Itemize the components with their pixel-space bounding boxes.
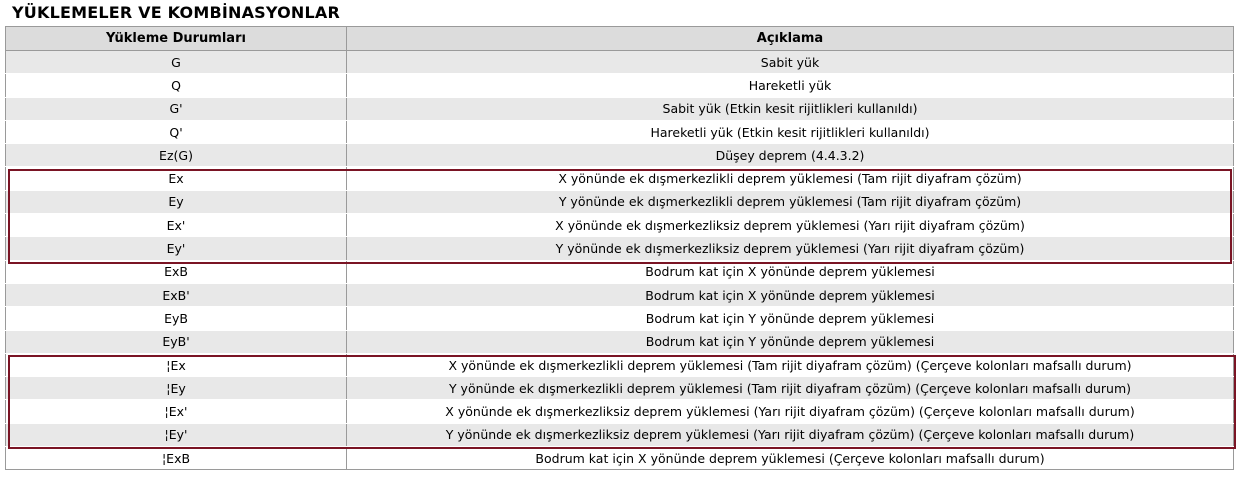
table-row — [6, 400, 1234, 423]
description-cell: Bodrum kat için X yönünde deprem yüklemesi — [347, 283, 1234, 306]
table-row — [6, 144, 1234, 167]
description-cell: X yönünde ek dışmerkezlikli deprem yüklemesi (Tam rijit diyafram çözüm) (Çerçeve kolonları mafsallı durum) — [347, 353, 1234, 376]
description-cell: X yönünde ek dışmerkezliksiz deprem yüklemesi (Yarı rijit diyafram çözüm) (Çerçeve kolonları mafsallı durum) — [347, 400, 1234, 423]
table-row — [6, 423, 1234, 446]
table-header-row — [6, 27, 1234, 51]
table-row — [6, 190, 1234, 213]
page-title: YÜKLEMELER VE KOMBİNASYONLAR — [12, 3, 341, 22]
table-row — [6, 74, 1234, 97]
description-cell: Hareketli yük (Etkin kesit rijitlikleri kullanıldı) — [347, 120, 1234, 143]
description-cell: Sabit yük — [347, 51, 1234, 74]
description-cell: Hareketli yük — [347, 74, 1234, 97]
load-case-cell: ExB — [6, 260, 347, 283]
description-cell: Y yönünde ek dışmerkezliksiz deprem yüklemesi (Yarı rijit diyafram çözüm) — [347, 237, 1234, 260]
description-cell: Sabit yük (Etkin kesit rijitlikleri kullanıldı) — [347, 97, 1234, 120]
load-case-cell: Ez(G) — [6, 144, 347, 167]
table-row — [6, 97, 1234, 120]
table-row — [6, 167, 1234, 190]
load-case-cell: Ex — [6, 167, 347, 190]
description-cell: Y yönünde ek dışmerkezlikli deprem yüklemesi (Tam rijit diyafram çözüm) — [347, 190, 1234, 213]
description-cell: Y yönünde ek dışmerkezlikli deprem yüklemesi (Tam rijit diyafram çözüm) (Çerçeve kolonları mafsallı durum) — [347, 377, 1234, 400]
table-row — [6, 353, 1234, 376]
load-case-cell: Ex' — [6, 214, 347, 237]
table-row — [6, 214, 1234, 237]
load-case-cell: Ey' — [6, 237, 347, 260]
load-case-cell: ¦Ey — [6, 377, 347, 400]
load-case-cell: Q' — [6, 120, 347, 143]
table-row — [6, 283, 1234, 306]
load-case-cell: EyB — [6, 307, 347, 330]
description-cell: Bodrum kat için Y yönünde deprem yüklemesi — [347, 330, 1234, 353]
table-row — [6, 447, 1234, 470]
table-row — [6, 330, 1234, 353]
load-case-cell: G — [6, 51, 347, 74]
description-cell: X yönünde ek dışmerkezlikli deprem yüklemesi (Tam rijit diyafram çözüm) — [347, 167, 1234, 190]
load-case-cell: ExB' — [6, 283, 347, 306]
description-cell: Düşey deprem (4.4.3.2) — [347, 144, 1234, 167]
table-body — [6, 51, 1234, 470]
table-row — [6, 377, 1234, 400]
table-row — [6, 307, 1234, 330]
load-case-cell: ¦Ex' — [6, 400, 347, 423]
load-case-cell: G' — [6, 97, 347, 120]
load-case-cell: ¦Ex — [6, 353, 347, 376]
table-row — [6, 51, 1234, 74]
load-case-cell: Q — [6, 74, 347, 97]
load-case-cell: Ey — [6, 190, 347, 213]
load-case-cell: ¦Ey' — [6, 423, 347, 446]
table-row — [6, 237, 1234, 260]
table-row — [6, 260, 1234, 283]
description-cell: X yönünde ek dışmerkezliksiz deprem yüklemesi (Yarı rijit diyafram çözüm) — [347, 214, 1234, 237]
column-header-description: Açıklama — [347, 27, 1234, 51]
description-cell: Bodrum kat için X yönünde deprem yüklemesi (Çerçeve kolonları mafsallı durum) — [347, 447, 1234, 470]
description-cell: Bodrum kat için X yönünde deprem yüklemesi — [347, 260, 1234, 283]
description-cell: Y yönünde ek dışmerkezliksiz deprem yüklemesi (Yarı rijit diyafram çözüm) (Çerçeve kolonları mafsallı durum) — [347, 423, 1234, 446]
column-header-load-case: Yükleme Durumları — [6, 27, 347, 51]
load-case-cell: EyB' — [6, 330, 347, 353]
load-cases-table — [5, 26, 1234, 470]
description-cell: Bodrum kat için Y yönünde deprem yüklemesi — [347, 307, 1234, 330]
load-case-cell: ¦ExB — [6, 447, 347, 470]
table-row — [6, 120, 1234, 143]
